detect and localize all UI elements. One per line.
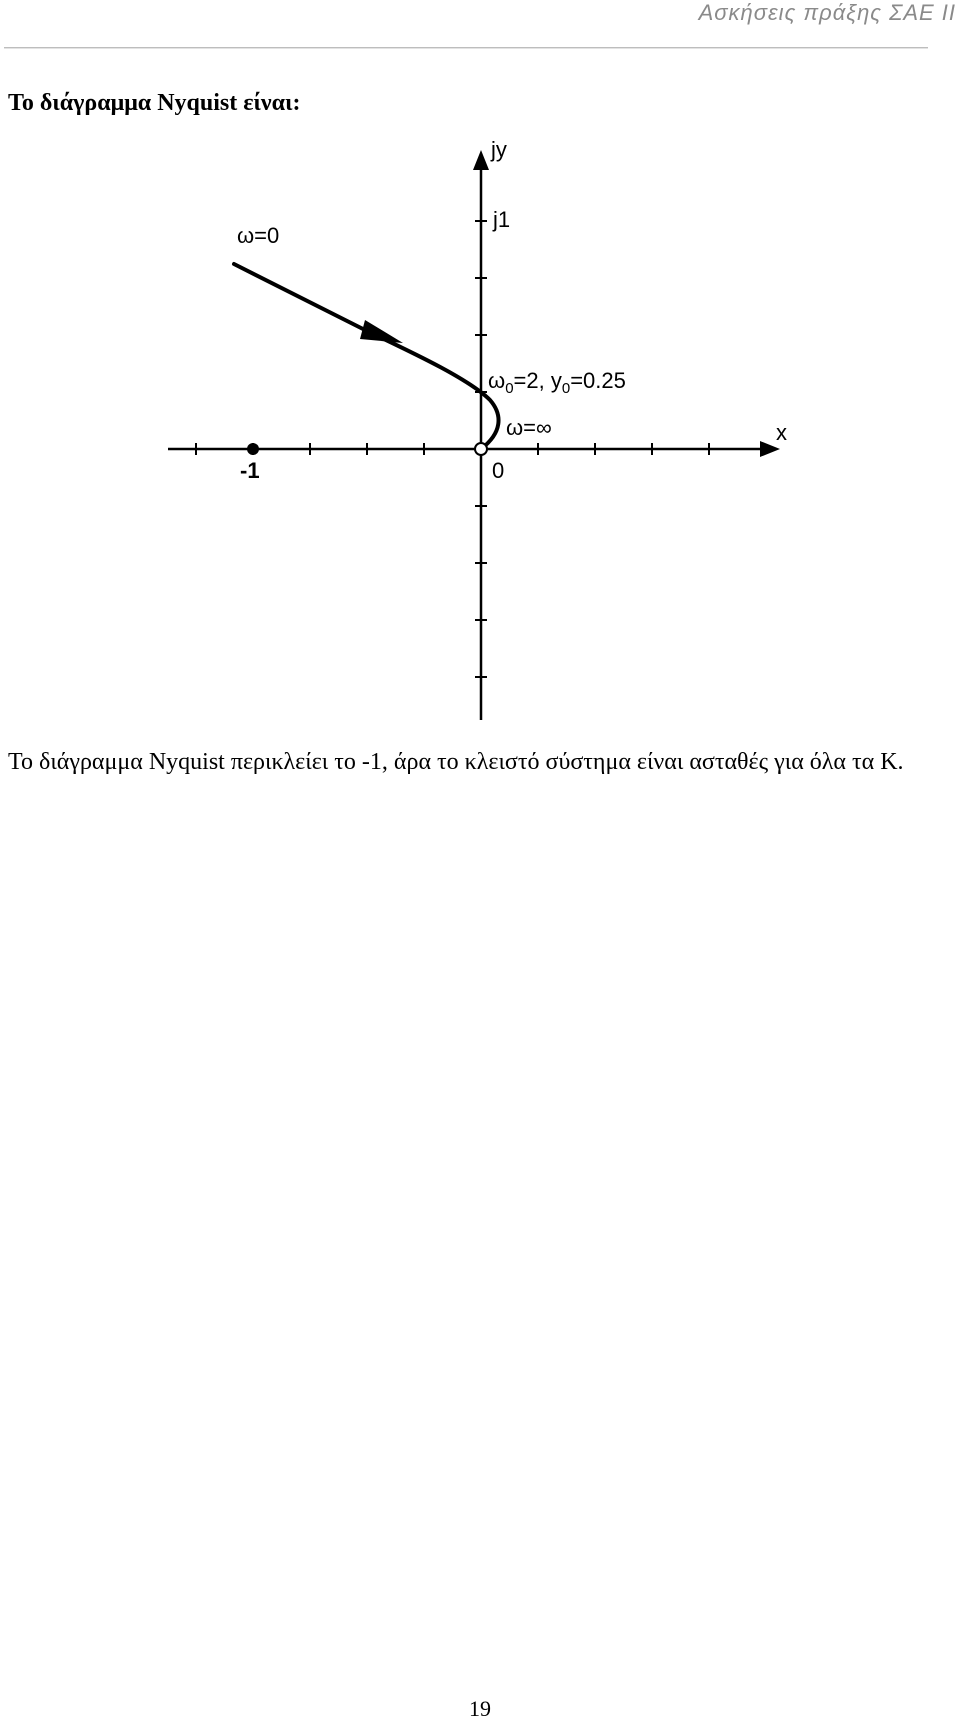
origin-label: 0 <box>492 458 505 483</box>
page-header-title: Ασκήσεις πράξης ΣΑΕ ΙΙ <box>698 0 956 25</box>
section-heading: Το διάγραμμα Nyquist είναι: <box>8 90 301 116</box>
direction-arrow <box>360 320 403 343</box>
j1-label: j1 <box>493 207 511 232</box>
minus-one-point <box>247 443 259 455</box>
nyquist-diagram <box>0 0 960 730</box>
minus-one-label: -1 <box>240 458 260 483</box>
nyquist-curve <box>234 264 499 449</box>
omega-infinity-label: ω=∞ <box>506 415 552 440</box>
crossing-point-label: $\omega_0=2$, $y_0=0.25$ <box>488 368 626 397</box>
page-number: 19 <box>469 1696 491 1721</box>
x-axis-label: x <box>776 420 787 445</box>
origin-point <box>475 443 487 455</box>
y-axis-label: jy <box>491 137 507 162</box>
omega-zero-label: ω=0 <box>237 223 280 248</box>
conclusion-paragraph: Το διάγραμμα Nyquist περικλείει το -1, άρα το κλειστό σύστημα είναι ασταθές για όλα τα K. <box>8 749 904 775</box>
y-axis-arrow <box>473 150 489 170</box>
